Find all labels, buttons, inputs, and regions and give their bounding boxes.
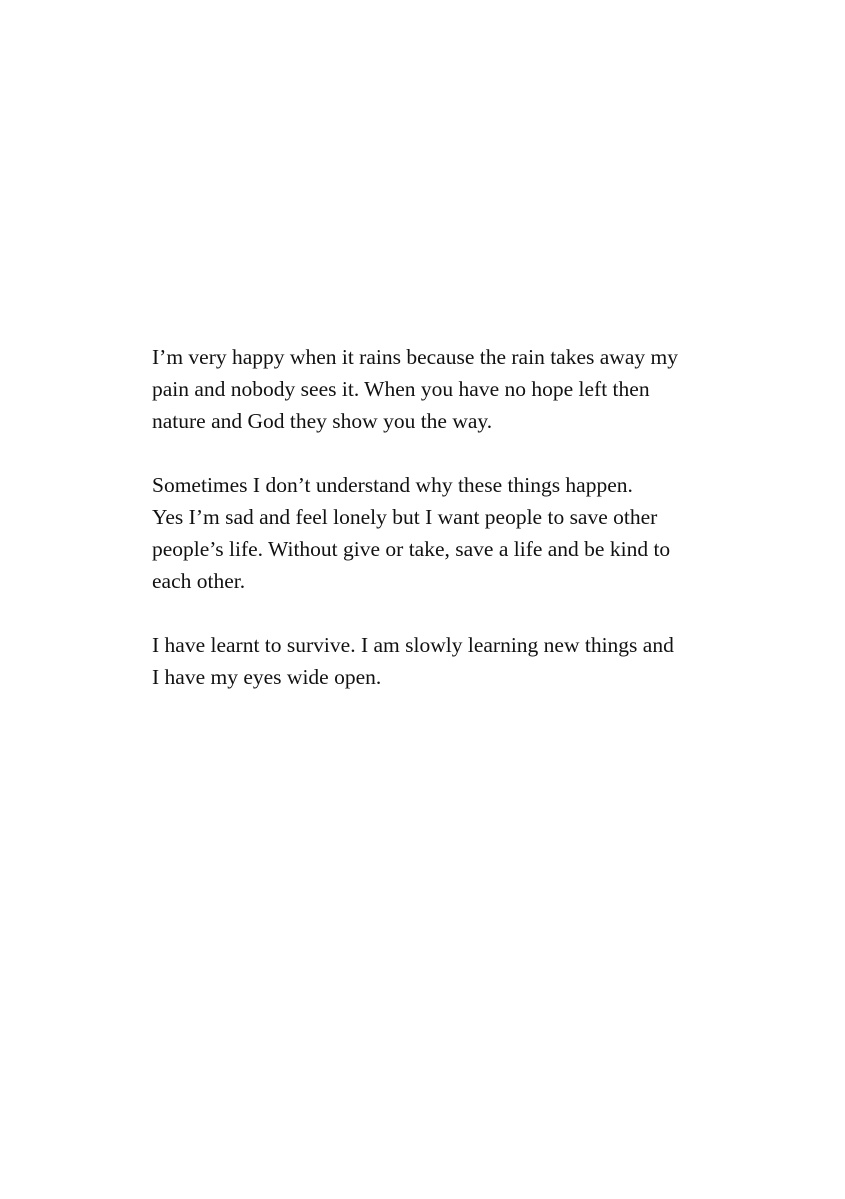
text-line: I have learnt to survive. I am slowly learning new things and (152, 633, 674, 657)
paragraph-3 (152, 629, 772, 693)
text-line: Sometimes I don’t understand why these things happen. (152, 473, 633, 497)
text-line: pain and nobody sees it. When you have no hope left then (152, 377, 650, 401)
text-line: each other. (152, 569, 246, 593)
paragraph-2 (152, 469, 772, 597)
text-line: I have my eyes wide open. (152, 665, 382, 689)
text-line: I’m very happy when it rains because the rain takes away my (152, 345, 678, 369)
paragraph-1 (152, 341, 772, 437)
text-line: Yes I’m sad and feel lonely but I want people to save other (152, 505, 658, 529)
text-line: nature and God they show you the way. (152, 409, 493, 433)
text-line: people’s life. Without give or take, save a life and be kind to (152, 537, 671, 561)
body-text (152, 341, 772, 693)
